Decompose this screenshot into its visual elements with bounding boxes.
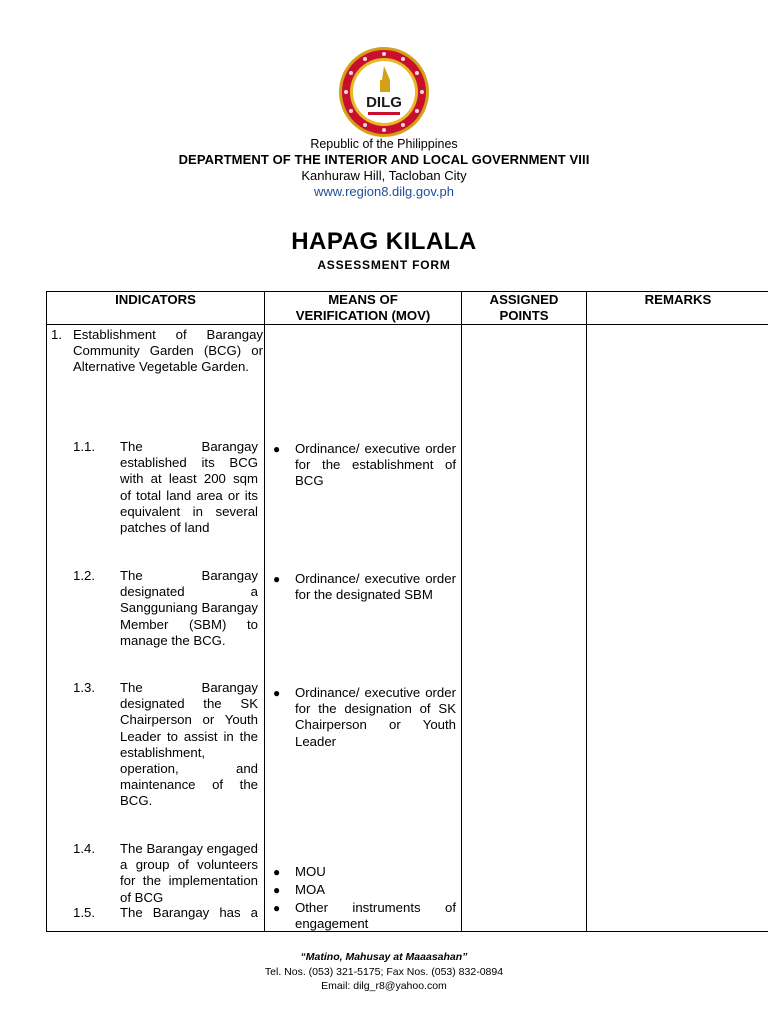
header-remarks: REMARKS — [587, 292, 768, 325]
bullet-icon: ● — [273, 442, 281, 456]
seal-text: DILG — [366, 94, 402, 111]
dilg-seal-logo — [338, 46, 430, 138]
sub-indicator-text: The Barangay established its BCG with at least 200 sqm of total land area or its equivalent in several patches of land — [120, 439, 258, 536]
sub-indicator-text: The Barangay designated the SK Chairperson or Youth Leader to assist in the establishment, operation, and maintenance of the BCG. — [120, 680, 258, 809]
bullet-icon: ● — [273, 686, 281, 700]
mov-text: Ordinance/ executive order for the designated SBM — [295, 571, 456, 603]
sub-indicator-number: 1.1. — [73, 439, 95, 454]
main-indicator-text: Establishment of Barangay Community Garden (BCG) or Alternative Vegetable Garden. — [73, 327, 263, 375]
mov-text: MOA — [295, 882, 326, 897]
table-header-row — [47, 292, 768, 325]
assessment-table — [46, 291, 768, 932]
page-title: HAPAG KILALA — [291, 228, 477, 255]
main-indicator-number: 1. — [51, 327, 62, 342]
sub-indicator-text: The Barangay has a — [120, 905, 258, 920]
mov-text: MOU — [295, 864, 326, 879]
sub-indicator-number: 1.5. — [73, 905, 95, 920]
bullet-icon: ● — [273, 572, 281, 586]
page-subtitle: ASSESSMENT FORM — [317, 258, 451, 272]
department-name: DEPARTMENT OF THE INTERIOR AND LOCAL GOVERNMENT VIII — [178, 152, 590, 167]
republic-line: Republic of the Philippines — [310, 137, 458, 151]
assigned-points-cell[interactable] — [462, 325, 587, 932]
header-assigned-points: ASSIGNED POINTS — [462, 292, 587, 325]
sub-indicator-number: 1.3. — [73, 680, 95, 695]
website-link[interactable]: www.region8.dilg.gov.ph — [314, 184, 454, 199]
footer-email: Email: dilg_r8@yahoo.com — [321, 980, 447, 992]
sub-indicator-number: 1.2. — [73, 568, 95, 583]
mov-text: Other instruments of engagement — [295, 900, 456, 932]
sub-indicator-number: 1.4. — [73, 841, 95, 856]
sub-indicator-text: The Barangay engaged a group of volunteers for the implementation of BCG — [120, 841, 258, 905]
sub-indicator-text: The Barangay designated a Sangguniang Barangay Member (SBM) to manage the BCG. — [120, 568, 258, 648]
header-mov: MEANS OF VERIFICATION (MOV) — [265, 292, 462, 325]
header-indicators: INDICATORS — [47, 292, 265, 325]
address-line: Kanhuraw Hill, Tacloban City — [301, 168, 467, 183]
bullet-icon: ● — [273, 883, 281, 897]
bullet-icon: ● — [273, 865, 281, 879]
footer-motto: “Matino, Mahusay at Maaasahan” — [300, 951, 468, 963]
mov-text: Ordinance/ executive order for the designation of SK Chairperson or Youth Leader — [295, 685, 456, 749]
table-row — [47, 325, 768, 932]
mov-cell — [265, 325, 462, 932]
mov-text: Ordinance/ executive order for the establishment of BCG — [295, 441, 456, 489]
bullet-icon: ● — [273, 901, 281, 915]
footer-phone: Tel. Nos. (053) 321-5175; Fax Nos. (053) 832-0894 — [264, 966, 504, 978]
indicators-cell — [47, 325, 265, 932]
remarks-cell[interactable] — [587, 325, 768, 932]
